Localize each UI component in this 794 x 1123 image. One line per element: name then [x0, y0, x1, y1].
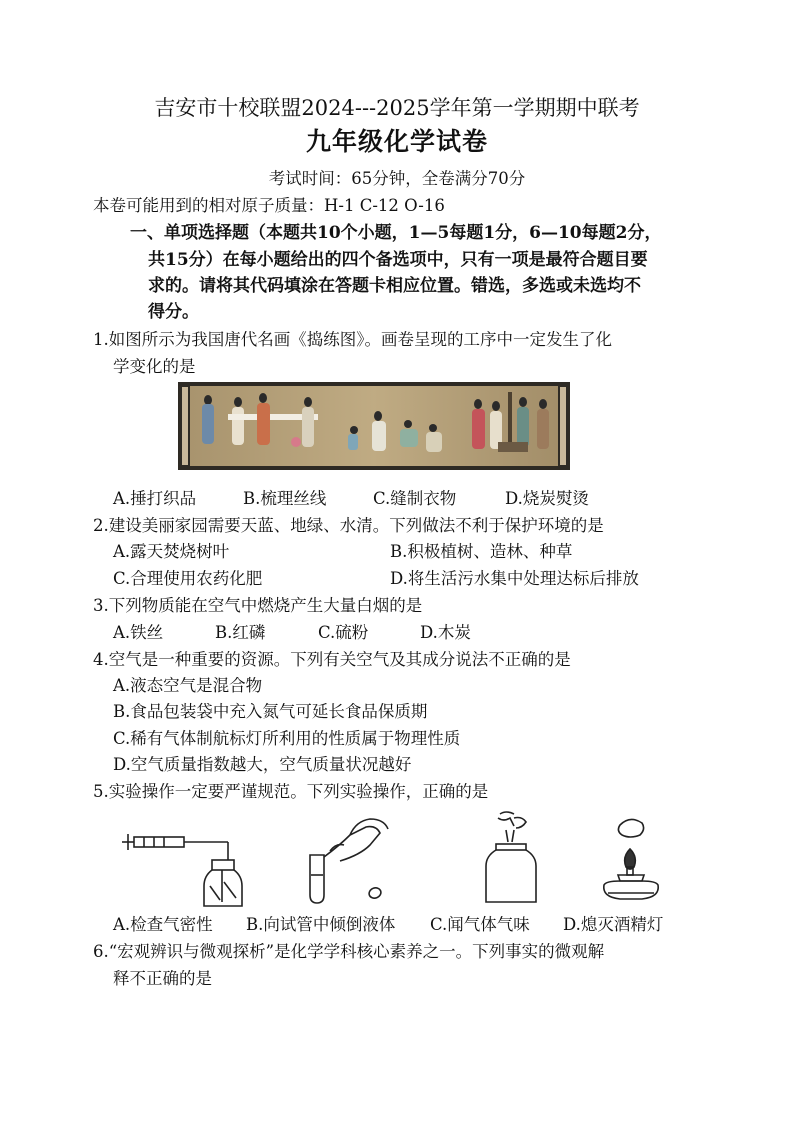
question-2-option-b: B.积极植树、造林、种草: [390, 542, 573, 561]
smell-gas-figure: [470, 808, 550, 908]
question-3-option-b: B.红磷: [215, 623, 266, 642]
alcohol-lamp-figure: [596, 815, 666, 910]
question-2-stem: 2.建设美丽家园需要天蓝、地绿、水清。下列做法不利于保护环境的是: [93, 516, 604, 535]
question-3-option-d: D.木炭: [420, 623, 471, 642]
question-4-option-d: D.空气质量指数越大，空气质量状况越好: [113, 755, 412, 774]
painting-scroll-image: [178, 382, 570, 470]
question-3-option-a: A.铁丝: [113, 623, 164, 642]
question-6-stem: 6.“宏观辨识与微观探析”是化学学科核心素养之一。下列事实的微观解: [93, 942, 605, 961]
question-1-option-b: B.梳理丝线: [243, 489, 327, 508]
question-3-option-c: C.硫粉: [318, 623, 369, 642]
exam-subtitle: 九年级化学试卷: [305, 127, 488, 156]
question-5-option-a: A.检查气密性: [113, 915, 213, 934]
question-4-option-b: B.食品包装袋中充入氮气可延长食品保质期: [113, 702, 428, 721]
question-1-option-d: D.烧炭熨烫: [505, 489, 589, 508]
section-instruction-line2: 共15分）在每小题给出的四个备选项中，只有一项是最符合题目要: [148, 250, 648, 270]
question-4-option-c: C.稀有气体制航标灯所利用的性质属于物理性质: [113, 729, 461, 748]
pour-liquid-figure: [300, 815, 400, 910]
question-5-option-c: C.闻气体气味: [430, 915, 530, 934]
exam-info: 考试时间：65分钟，全卷满分70分: [268, 169, 526, 188]
question-1-option-c: C.缝制衣物: [373, 489, 457, 508]
question-1-stem: 1.如图所示为我国唐代名画《捣练图》。画卷呈现的工序中一定发生了化: [93, 330, 612, 349]
question-3-stem: 3.下列物质能在空气中燃烧产生大量白烟的是: [93, 596, 423, 615]
section-instruction-line4: 得分。: [148, 302, 199, 322]
air-tightness-check-figure: [120, 820, 250, 910]
atomic-mass-note: 本卷可能用到的相对原子质量：H-1 C-12 O-16: [93, 196, 445, 215]
question-2-option-c: C.合理使用农药化肥: [113, 569, 263, 588]
question-5-option-d: D.熄灭酒精灯: [563, 915, 664, 934]
question-2-option-d: D.将生活污水集中处理达标后排放: [390, 569, 639, 588]
question-6-stem-cont: 释不正确的是: [113, 969, 212, 988]
exam-title: 吉安市十校联盟2024---2025学年第一学期期中联考: [154, 96, 640, 120]
question-5-option-b: B.向试管中倾倒液体: [246, 915, 396, 934]
section-instruction-line3: 求的。请将其代码填涂在答题卡相应位置。错选，多选或未选均不: [148, 276, 641, 296]
question-1-option-a: A.捶打织品: [113, 489, 197, 508]
question-2-option-a: A.露天焚烧树叶: [113, 542, 230, 561]
question-4-option-a: A.液态空气是混合物: [113, 676, 263, 695]
question-5-stem: 5.实验操作一定要严谨规范。下列实验操作，正确的是: [93, 782, 489, 801]
question-1-stem-cont: 学变化的是: [113, 357, 196, 376]
section-instruction-line1: 一、单项选择题（本题共10个小题，1—5每题1分，6—10每题2分，: [130, 223, 662, 243]
question-4-stem: 4.空气是一种重要的资源。下列有关空气及其成分说法不正确的是: [93, 650, 571, 669]
